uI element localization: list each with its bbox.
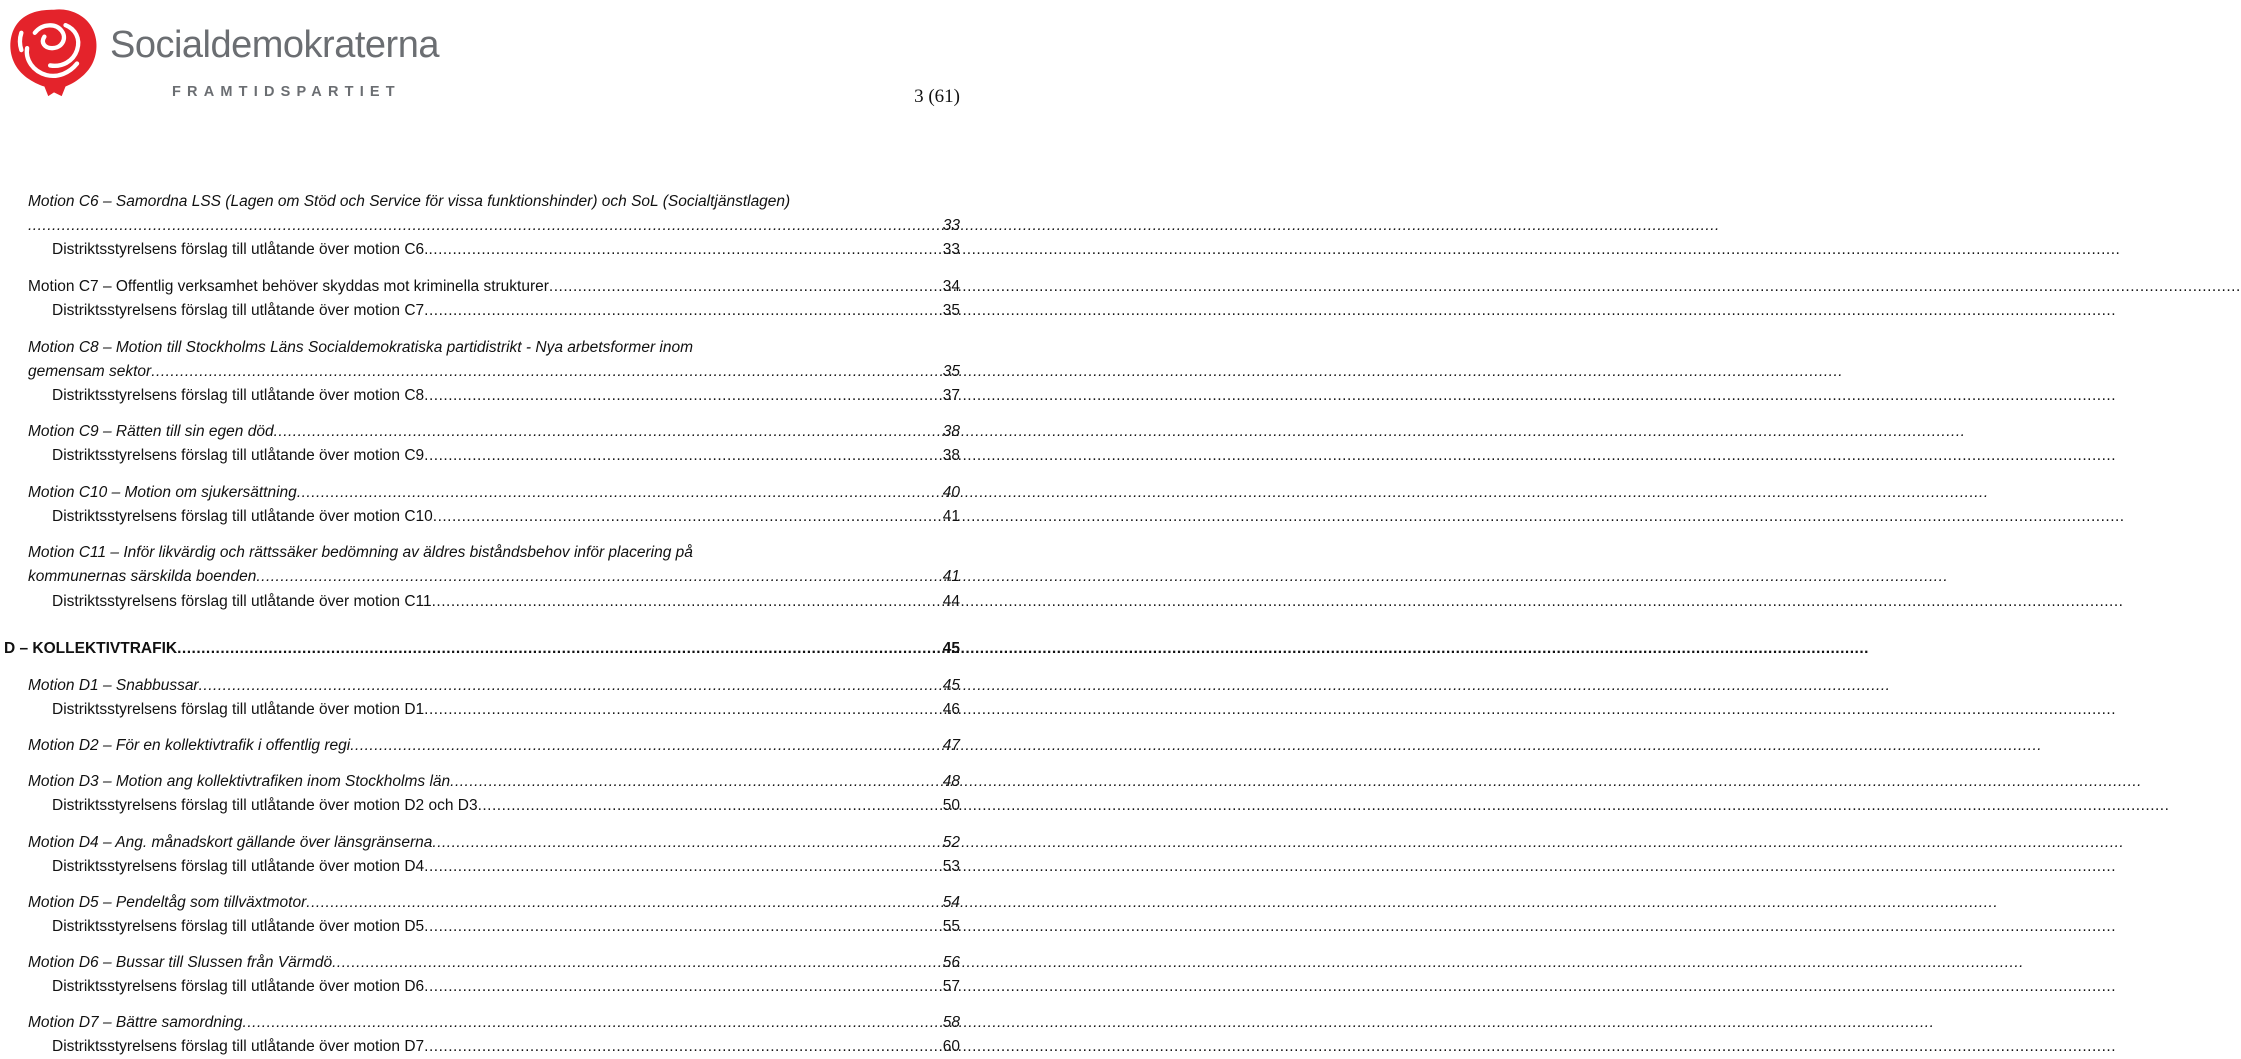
toc-entry[interactable] [28, 541, 960, 589]
toc-entry-title: Motion D3 – Motion ang kollektivtrafiken inom Stockholms län [28, 773, 451, 790]
toc-entry-title: Distriktsstyrelsens förslag till utlåtande över motion C9 [52, 447, 425, 464]
toc-entry[interactable] [28, 481, 960, 505]
toc-entry-title: Motion D7 – Bättre samordning [28, 1014, 243, 1031]
toc-entry-title: Distriktsstyrelsens förslag till utlåtande över motion C7 [52, 302, 425, 319]
toc-entry[interactable] [52, 384, 960, 408]
toc-page-number: 54 [942, 894, 960, 911]
toc-entry-title-line1: Motion C8 – Motion till Stockholms Läns Socialdemokratiska partidistrikt - Nya arbetsformer inom [28, 339, 694, 356]
toc-entry-title: gemensam sektor [28, 363, 152, 380]
toc-page-number: 52 [942, 834, 960, 851]
toc-entry-title: Distriktsstyrelsens förslag till utlåtande över motion D7 [52, 1038, 425, 1055]
toc-entry-title: Distriktsstyrelsens förslag till utlåtande över motion D5 [52, 918, 425, 935]
toc-entry-title: Distriktsstyrelsens förslag till utlåtande över motion C11 [52, 593, 432, 610]
toc-page-number: 40 [942, 484, 960, 501]
toc-entry[interactable] [28, 336, 960, 384]
toc-page-number: 34 [942, 278, 960, 295]
toc-leader-dots [306, 891, 940, 915]
toc-page-number: 58 [942, 1014, 960, 1031]
toc-entry[interactable] [52, 915, 960, 939]
toc-leader-dots [243, 1011, 941, 1035]
toc-leader-dots [424, 975, 941, 999]
toc-entry-title-line1: Motion C6 – Samordna LSS (Lagen om Stöd och Service för vissa funktionshinder) och SoL (Socialtjänstlagen) [28, 193, 791, 210]
toc-leader-dots [151, 360, 941, 384]
toc-entry-title: Motion D6 – Bussar till Slussen från Värmdö [28, 954, 333, 971]
toc-entry[interactable] [52, 855, 960, 879]
toc-leader-dots [350, 734, 941, 758]
toc-entry[interactable] [28, 674, 960, 698]
toc-page-number: 47 [942, 737, 960, 754]
toc-entry[interactable] [28, 831, 960, 855]
toc-leader-dots [424, 384, 941, 408]
toc-entry[interactable] [52, 590, 960, 614]
toc-leader-dots [424, 855, 941, 879]
page-number: 3 (61) [914, 86, 960, 107]
toc-leader-dots [256, 565, 940, 589]
toc-page-number: 35 [942, 302, 960, 319]
toc-entry[interactable] [52, 1035, 960, 1059]
toc-entry-title: kommunernas särskilda boenden [28, 568, 257, 585]
toc-entry[interactable] [52, 698, 960, 722]
toc-entry-title: Motion D4 – Ang. månadskort gällande över länsgränserna [28, 834, 433, 851]
toc-leader-dots [274, 420, 941, 444]
toc-page-number: 33 [942, 241, 960, 258]
toc-entry-title: Motion C7 – Offentlig verksamhet behöver skyddas mot kriminella strukturer [28, 278, 549, 295]
toc-entry-title: Distriktsstyrelsens förslag till utlåtande över motion C8 [52, 387, 425, 404]
toc-leader-dots [424, 299, 941, 323]
toc-page-number: 57 [942, 978, 960, 995]
toc-page-number: 55 [942, 918, 960, 935]
toc-page-number: 41 [942, 508, 960, 525]
toc-section-heading[interactable] [4, 637, 960, 661]
toc-entry-title: Motion C10 – Motion om sjukersättning [28, 484, 297, 501]
toc-entry[interactable] [28, 891, 960, 915]
toc-leader-dots [297, 481, 941, 505]
toc-entry[interactable] [28, 734, 960, 758]
toc-entry-title: Distriktsstyrelsens förslag till utlåtande över motion C10 [52, 508, 433, 525]
toc-page-number: 38 [942, 423, 960, 440]
toc-page-number: 45 [942, 640, 960, 657]
toc-leader-dots [450, 770, 941, 794]
toc-entry-title: Distriktsstyrelsens förslag till utlåtande över motion D6 [52, 978, 425, 995]
toc-entry[interactable] [28, 190, 960, 238]
toc-entry-title: Motion D1 – Snabbussar [28, 677, 199, 694]
brand-name: Socialdemokraterna [110, 24, 439, 66]
toc-page-number: 48 [942, 773, 960, 790]
toc-entry-title: Distriktsstyrelsens förslag till utlåtande över motion D1 [52, 701, 425, 718]
toc-leader-dots [332, 951, 941, 975]
toc-leader-dots [428, 238, 940, 262]
toc-page-number: 56 [942, 954, 960, 971]
toc-page-number: 53 [942, 858, 960, 875]
table-of-contents [0, 0, 960, 1059]
toc-entry[interactable] [52, 505, 960, 529]
toc-entry[interactable] [28, 420, 960, 444]
toc-page-number: 35 [942, 363, 960, 380]
toc-leader-dots [28, 214, 941, 238]
toc-entry[interactable] [28, 1011, 960, 1035]
toc-entry-title: Distriktsstyrelsens förslag till utlåtande över motion D2 och D3 [52, 797, 478, 814]
toc-page-number: 50 [942, 797, 960, 814]
toc-page-number: 44 [942, 593, 960, 610]
toc-entry[interactable] [52, 794, 960, 818]
toc-entry[interactable] [28, 275, 960, 299]
toc-entry[interactable] [52, 238, 960, 262]
toc-entry-title: Motion C9 – Rätten till sin egen död [28, 423, 274, 440]
toc-entry[interactable] [28, 951, 960, 975]
toc-page-number: 33 [942, 217, 960, 234]
toc-leader-dots [549, 275, 941, 299]
toc-entry[interactable] [52, 299, 960, 323]
toc-entry-title: Motion D5 – Pendeltåg som tillväxtmotor [28, 894, 307, 911]
brand-tagline: FRAMTIDSPARTIET [172, 84, 401, 100]
toc-entry[interactable] [28, 770, 960, 794]
toc-leader-dots [177, 637, 941, 661]
toc-page-number: 45 [942, 677, 960, 694]
toc-entry-title: D – KOLLEKTIVTRAFIK [4, 640, 178, 657]
toc-leader-dots [424, 915, 941, 939]
toc-entry[interactable] [52, 444, 960, 468]
toc-entry-title-line1: Motion C11 – Inför likvärdig och rättssäker bedömning av äldres biståndsbehov inför placering på [28, 544, 693, 561]
toc-leader-dots [199, 674, 941, 698]
toc-page-number: 60 [942, 1038, 960, 1055]
toc-leader-dots [432, 831, 940, 855]
toc-entry-title: Motion D2 – För en kollektivtrafik i offentlig regi [28, 737, 351, 754]
toc-leader-dots [433, 505, 941, 529]
toc-page-number: 41 [942, 568, 960, 585]
toc-leader-dots [424, 698, 941, 722]
toc-page-number: 38 [942, 447, 960, 464]
toc-entry-title: Distriktsstyrelsens förslag till utlåtande över motion C6. [52, 241, 429, 258]
toc-page-number: 46 [942, 701, 960, 718]
toc-entry[interactable] [52, 975, 960, 999]
toc-page-number: 37 [942, 387, 960, 404]
toc-leader-dots [424, 444, 941, 468]
toc-entry-title: Distriktsstyrelsens förslag till utlåtande över motion D4 [52, 858, 425, 875]
toc-leader-dots [424, 1035, 941, 1059]
toc-leader-dots [432, 590, 941, 614]
toc-leader-dots [478, 794, 941, 818]
